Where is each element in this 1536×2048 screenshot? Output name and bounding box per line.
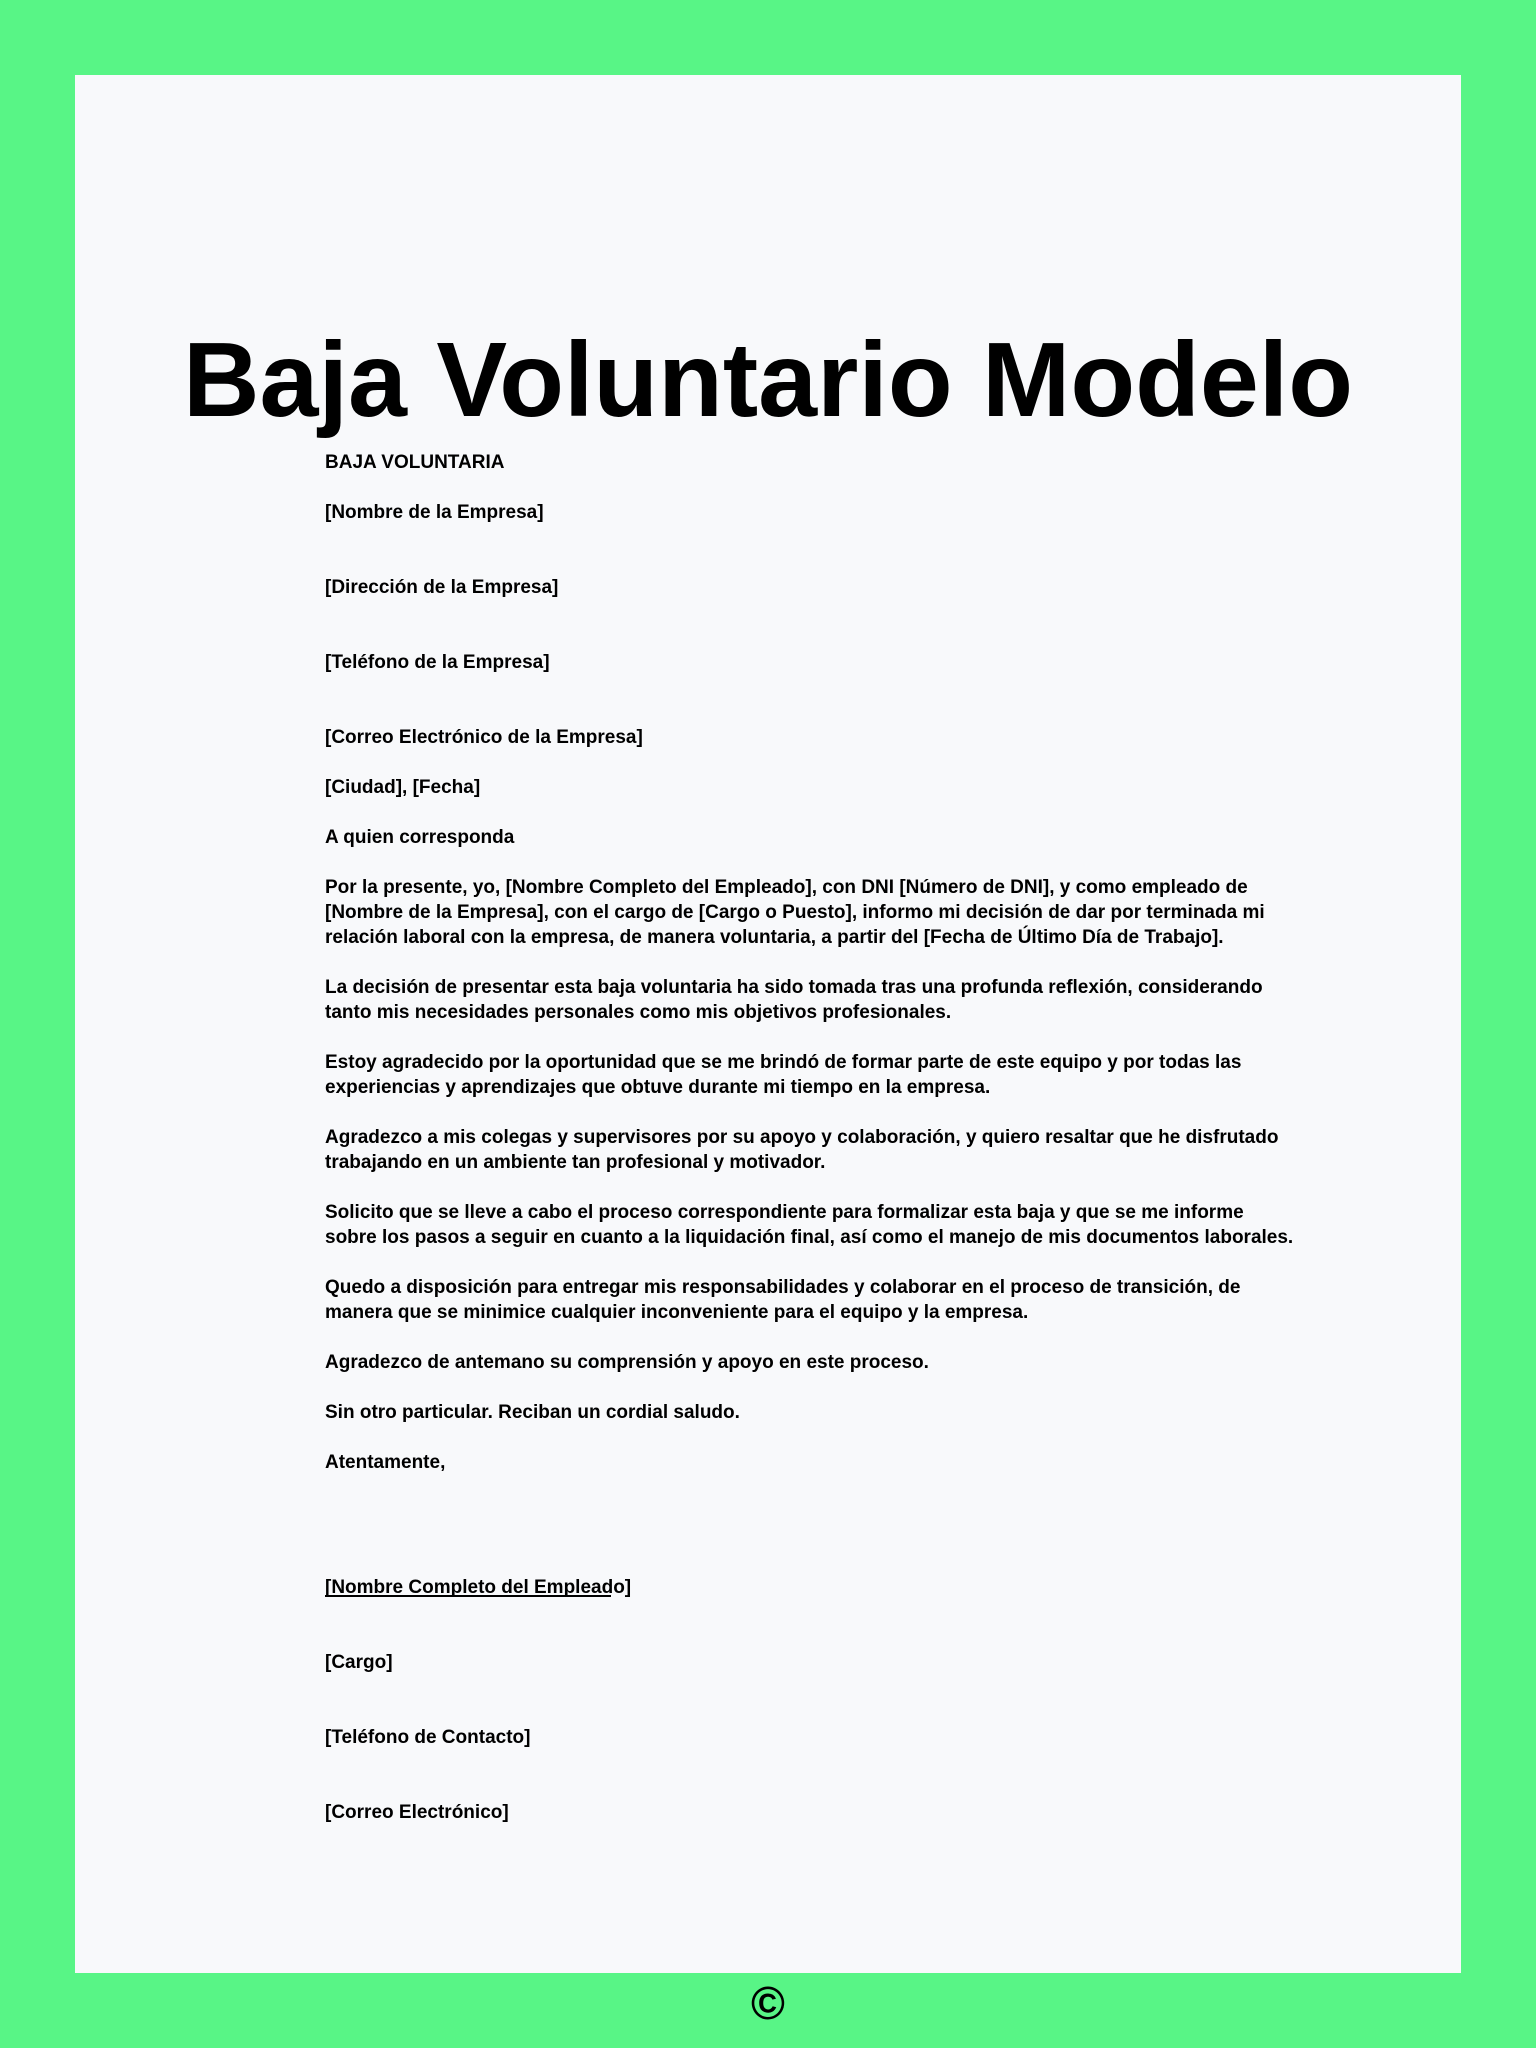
- paragraph-line: tanto mis necesidades personales como mis objetivos profesionales.: [325, 1002, 952, 1023]
- paragraph-1: [325, 875, 1365, 950]
- paragraph-3: [325, 1050, 1365, 1100]
- paragraph-6: [325, 1275, 1365, 1325]
- paragraph-8: [325, 1400, 1365, 1425]
- paragraph-line: Sin otro particular. Reciban un cordial saludo.: [325, 1402, 740, 1423]
- paragraph-5: [325, 1200, 1365, 1250]
- paragraph-4: [325, 1125, 1365, 1175]
- employee-email: [Correo Electrónico]: [325, 1802, 509, 1823]
- salutation: A quien corresponda: [325, 827, 515, 848]
- paragraph-line: sobre los pasos a seguir en cuanto a la liquidación final, así como el manejo de mis documentos laborales.: [325, 1227, 1294, 1248]
- document-page: [75, 75, 1461, 2029]
- place-date: [Ciudad], [Fecha]: [325, 777, 481, 798]
- paragraph-line: Por la presente, yo, [Nombre Completo del Empleado], con DNI [Número de DNI], y como empleado de: [325, 877, 1248, 898]
- paragraph-line: Agradezco de antemano su comprensión y apoyo en este proceso.: [325, 1352, 929, 1373]
- letter-heading: BAJA VOLUNTARIA: [325, 452, 505, 473]
- copyright-icon: ©: [751, 1977, 785, 2029]
- company-phone: [Teléfono de la Empresa]: [325, 652, 550, 673]
- employee-phone: [Teléfono de Contacto]: [325, 1727, 531, 1748]
- employee-position: [Cargo]: [325, 1652, 393, 1673]
- company-email: [Correo Electrónico de la Empresa]: [325, 727, 643, 748]
- closing: Atentamente,: [325, 1452, 446, 1473]
- company-name: [Nombre de la Empresa]: [325, 502, 544, 523]
- paragraph-line: manera que se minimice cualquier inconveniente para el equipo y la empresa.: [325, 1302, 1029, 1323]
- paragraph-line: Solicito que se lleve a cabo el proceso correspondiente para formalizar esta baja y que se me informe: [325, 1202, 1244, 1223]
- paragraph-line: experiencias y aprendizajes que obtuve durante mi tiempo en la empresa.: [325, 1077, 991, 1098]
- paragraph-7: [325, 1350, 1365, 1375]
- paragraph-line: relación laboral con la empresa, de manera voluntaria, a partir del [Fecha de Último Día de Trabajo].: [325, 927, 1224, 948]
- employee-name: [Nombre Completo del Empleado]: [325, 1577, 632, 1598]
- company-address: [Dirección de la Empresa]: [325, 577, 559, 598]
- paragraph-2: [325, 975, 1365, 1025]
- paragraph-line: La decisión de presentar esta baja voluntaria ha sido tomada tras una profunda reflexión, considerando: [325, 977, 1263, 998]
- paragraph-line: Quedo a disposición para entregar mis responsabilidades y colaborar en el proceso de transición, de: [325, 1277, 1241, 1298]
- paragraph-line: trabajando en un ambiente tan profesional y motivador.: [325, 1152, 826, 1173]
- paragraph-line: Estoy agradecido por la oportunidad que se me brindó de formar parte de este equipo y por todas las: [325, 1052, 1242, 1073]
- paragraph-line: [Nombre de la Empresa], con el cargo de [Cargo o Puesto], informo mi decisión de dar por terminada mi: [325, 902, 1265, 923]
- paragraph-line: Agradezco a mis colegas y supervisores por su apoyo y colaboración, y quiero resaltar que he disfrutado: [325, 1127, 1279, 1148]
- document-title: Baja Voluntario Modelo: [183, 321, 1353, 439]
